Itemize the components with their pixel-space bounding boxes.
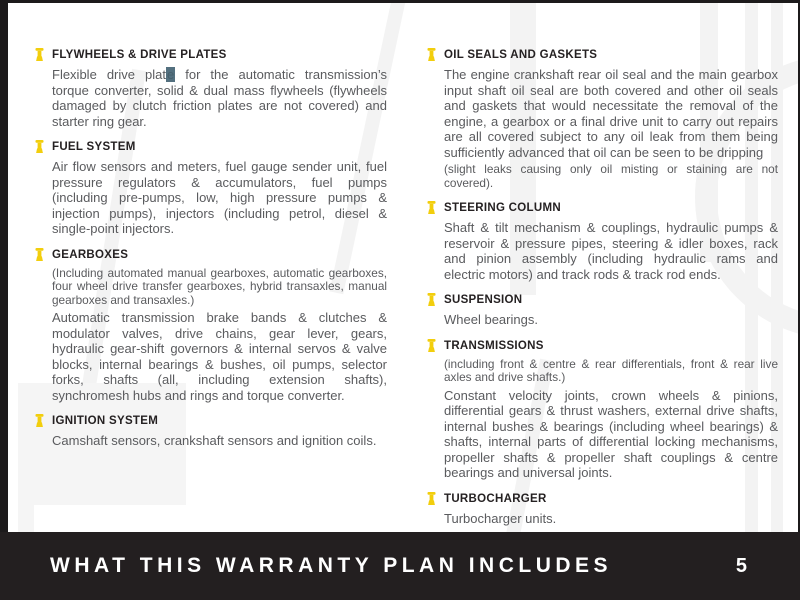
section-title: OIL SEALS AND GASKETS: [444, 49, 598, 61]
footer-bar: [0, 532, 800, 600]
spark-plug-icon: [427, 339, 436, 352]
section-title: GEARBOXES: [52, 248, 129, 261]
spark-plug-icon: [35, 140, 44, 153]
section-body: Flexible drive plate for the automatic transmission’s torque converter, solid & dual mass flywheels (flywheels damaged by clutch friction plates are not covered) and starter ring gear.: [52, 67, 387, 129]
section-transmissions: [427, 340, 778, 481]
spark-plug-icon: [427, 293, 436, 306]
section-body: Camshaft sensors, crankshaft sensors and ignition coils.: [52, 433, 377, 448]
section-body: Shaft & tilt mechanism & couplings, hydraulic pumps & reservoir & pressure pipes, steering & idler boxes, rack and pinion assembly (including hydraulic rams and electric motors) and track rods & track rod ends.: [444, 220, 778, 282]
section-turbocharger: [427, 493, 778, 527]
section-suspension: [427, 294, 778, 328]
spark-plug-icon: [427, 48, 436, 61]
section-note: (including front & centre & rear differentials, front & rear live axles and drive shafts.): [444, 356, 778, 384]
section-title: IGNITION SYSTEM: [52, 415, 159, 427]
column-right: [427, 49, 778, 538]
section-body: Wheel bearings.: [444, 312, 538, 327]
section-body: Turbocharger units.: [444, 510, 557, 526]
spark-plug-icon: [427, 201, 436, 214]
column-left: [35, 49, 387, 461]
section-oil-seals-gaskets: [427, 49, 778, 190]
text-cursor-highlight: e: [166, 67, 175, 82]
section-body: Automatic transmission brake bands & clutches & modulator valves, drive chains, gear lever, gears, hydraulic gear-shift governors & internal servos & valve blocks, internal bearings & bushes, oil pumps, selector forks, shafts (all, including extension shafts), synchromesh hubs and rings and torque converter.: [52, 310, 387, 403]
section-title: SUSPENSION: [444, 294, 523, 306]
section-title: FUEL SYSTEM: [52, 141, 136, 153]
section-note: (Including automated manual gearboxes, automatic gearboxes, four wheel drive transfer gearboxes, hybrid transaxles, manual gearboxes and transaxles.): [52, 265, 387, 307]
section-gearboxes: [35, 249, 387, 404]
section-title: TURBOCHARGER: [444, 492, 547, 505]
section-title: STEERING COLUMN: [444, 202, 561, 214]
section-flywheels-drive-plates: [35, 49, 387, 129]
section-ignition-system: [35, 415, 387, 449]
footer-title: WHAT THIS WARRANTY PLAN INCLUDES: [50, 554, 613, 577]
section-title: TRANSMISSIONS: [444, 339, 544, 352]
section-fuel-system: [35, 141, 387, 237]
page-border-top: [0, 0, 800, 3]
section-body: Constant velocity joints, crown wheels & pinions, differential gears & thrust washers, external drive shafts, internal bushes & bearings (including wheel bearings) & shafts, internal parts of differential locking mechanisms, propeller shafts & propeller shaft couplings & centre bearings and universal joints.: [444, 387, 778, 480]
spark-plug-icon: [427, 492, 436, 505]
section-steering-column: [427, 202, 778, 282]
spark-plug-icon: [35, 414, 44, 427]
section-body: The engine crankshaft rear oil seal and the main gearbox input shaft oil seal are both covered and other oil seals and gaskets that would necessitate the removal of the engine, a gearbox or a final drive unit to carry out repairs are all covered subject to any oil leak from them being sufficiently advanced that oil can be seen to be dripping: [444, 67, 778, 160]
spark-plug-icon: [35, 48, 44, 61]
page-border-left: [0, 0, 8, 600]
section-title: FLYWHEELS & DRIVE PLATES: [52, 49, 227, 61]
page-number: 5: [735, 554, 748, 577]
spark-plug-icon: [35, 248, 44, 261]
section-body: Air flow sensors and meters, fuel gauge sender unit, fuel pressure regulators & accumulators, fuel pumps (including pre-pumps, low, high pressure pumps & injection pumps), injectors (including petrol, diesel & single-point injectors.: [52, 159, 387, 236]
section-note: (slight leaks causing only oil misting or staining are not covered).: [444, 162, 778, 190]
